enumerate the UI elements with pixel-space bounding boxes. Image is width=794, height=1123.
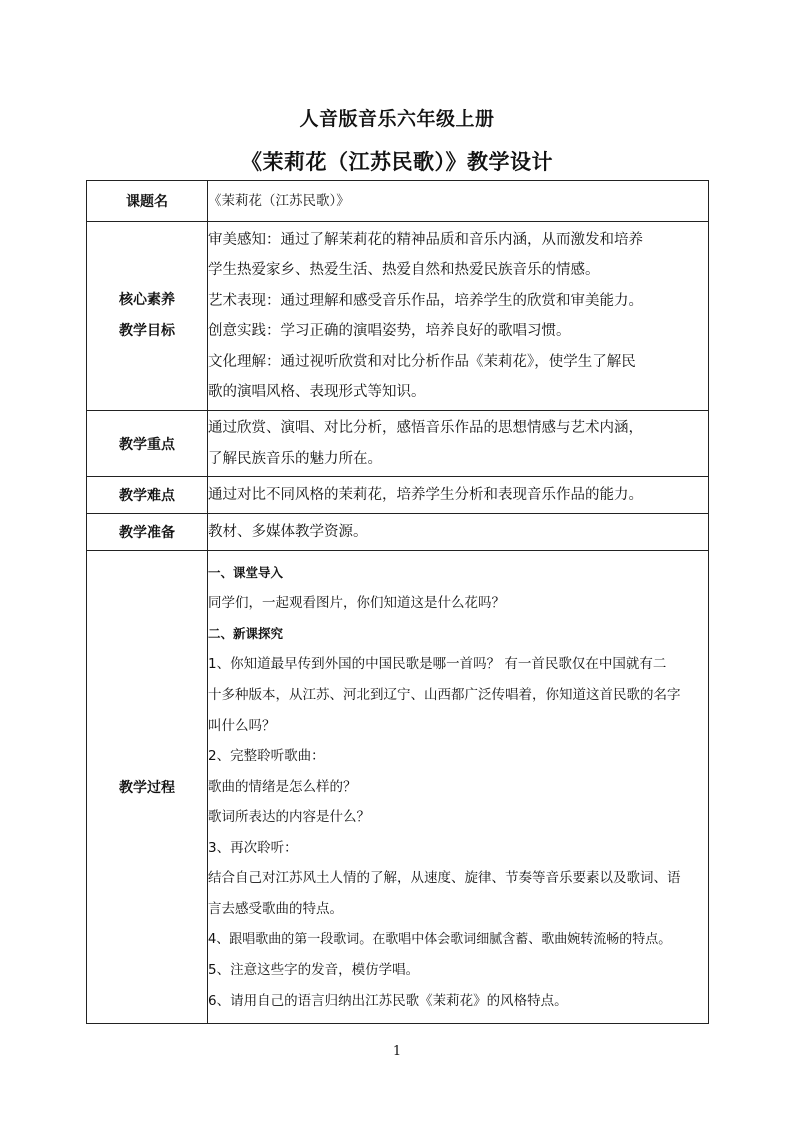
process-line: 2、完整聆听歌曲：: [208, 748, 325, 765]
difficulties-label: 教学难点: [87, 477, 208, 514]
process-line: 3、再次聆听：: [208, 839, 298, 856]
table-row-key-points: [87, 411, 709, 477]
process-line: 言去感受歌曲的特点。: [208, 901, 343, 918]
document-subtitle: 人音版音乐六年级上册: [299, 108, 495, 130]
process-line: 6、请用自己的语言归纳出江苏民歌《茉莉花》的风格特点。: [208, 992, 568, 1009]
process-line: 同学们，一起观看图片，你们知道这是什么花吗？: [208, 595, 505, 612]
goals-label: [87, 222, 208, 411]
table-row-topic: [87, 181, 709, 222]
key-points-content: [208, 411, 709, 477]
process-line: 4、跟唱歌曲的第一段歌词。在歌唱中体会歌词细腻含蓄、歌曲婉转流畅的特点。: [208, 931, 672, 947]
preparation-value: 教材、多媒体教学资源。: [208, 514, 709, 551]
goals-content: [208, 222, 709, 411]
key-points-line: 通过欣赏、演唱、对比分析，感悟音乐作品的思想情感与艺术内涵，: [208, 420, 643, 436]
topic-value: 《茉莉花（江苏民歌）》: [208, 181, 709, 222]
key-points-label: 教学重点: [87, 411, 208, 477]
process-line: 5、注意这些字的发音，模仿学唱。: [208, 962, 420, 979]
process-line: 一、课堂导入: [208, 564, 284, 580]
process-line: 1、你知道最早传到外国的中国民歌是哪一首吗？ 有一首民歌仅在中国就有二: [208, 656, 667, 673]
goals-line: 歌的演唱风格、表现形式等知识。: [208, 384, 426, 400]
lesson-plan-table: [86, 180, 709, 1024]
goals-label-line2: 教学目标: [119, 323, 175, 339]
table-row-process: [87, 551, 709, 1024]
process-line: 歌曲的情绪是怎么样的？: [208, 778, 357, 795]
difficulties-value: 通过对比不同风格的茉莉花，培养学生分析和表现音乐作品的能力。: [208, 477, 709, 514]
process-line: 歌词所表达的内容是什么？: [208, 809, 370, 826]
process-line: 叫什么吗？: [208, 717, 276, 734]
process-content: [208, 551, 709, 1024]
goals-line: 审美感知：通过了解茉莉花的精神品质和音乐内涵，从而激发和培养: [208, 231, 643, 248]
process-line: 二、新课探究: [208, 625, 284, 641]
page-number: 1: [392, 1044, 402, 1059]
key-points-line: 了解民族音乐的魅力所在。: [208, 450, 382, 467]
process-line: 结合自己对江苏风土人情的了解，从速度、旋律、节奏等音乐要素以及歌词、语: [208, 870, 681, 887]
document-title: 《茉莉花（江苏民歌）》教学设计: [241, 150, 553, 174]
goals-line: 创意实践：学习正确的演唱姿势，培养良好的歌唱习惯。: [208, 323, 571, 339]
process-label: 教学过程: [87, 551, 208, 1024]
table-row-preparation: [87, 514, 709, 551]
goals-line: 艺术表现：通过理解和感受音乐作品，培养学生的欣赏和审美能力。: [208, 292, 643, 309]
process-line: 十多种版本，从江苏、河北到辽宁、山西都广泛传唱着，你知道这首民歌的名字: [208, 686, 681, 703]
goals-label-line1: 核心素养: [119, 292, 175, 308]
topic-label: 课题名: [87, 181, 208, 222]
table-row-goals: [87, 222, 709, 411]
goals-line: 文化理解：通过视听欣赏和对比分析作品《茉莉花》，使学生了解民: [208, 353, 636, 370]
goals-line: 学生热爱家乡、热爱生活、热爱自然和热爱民族音乐的情感。: [208, 262, 600, 278]
preparation-label: 教学准备: [87, 514, 208, 551]
table-row-difficulties: [87, 477, 709, 514]
